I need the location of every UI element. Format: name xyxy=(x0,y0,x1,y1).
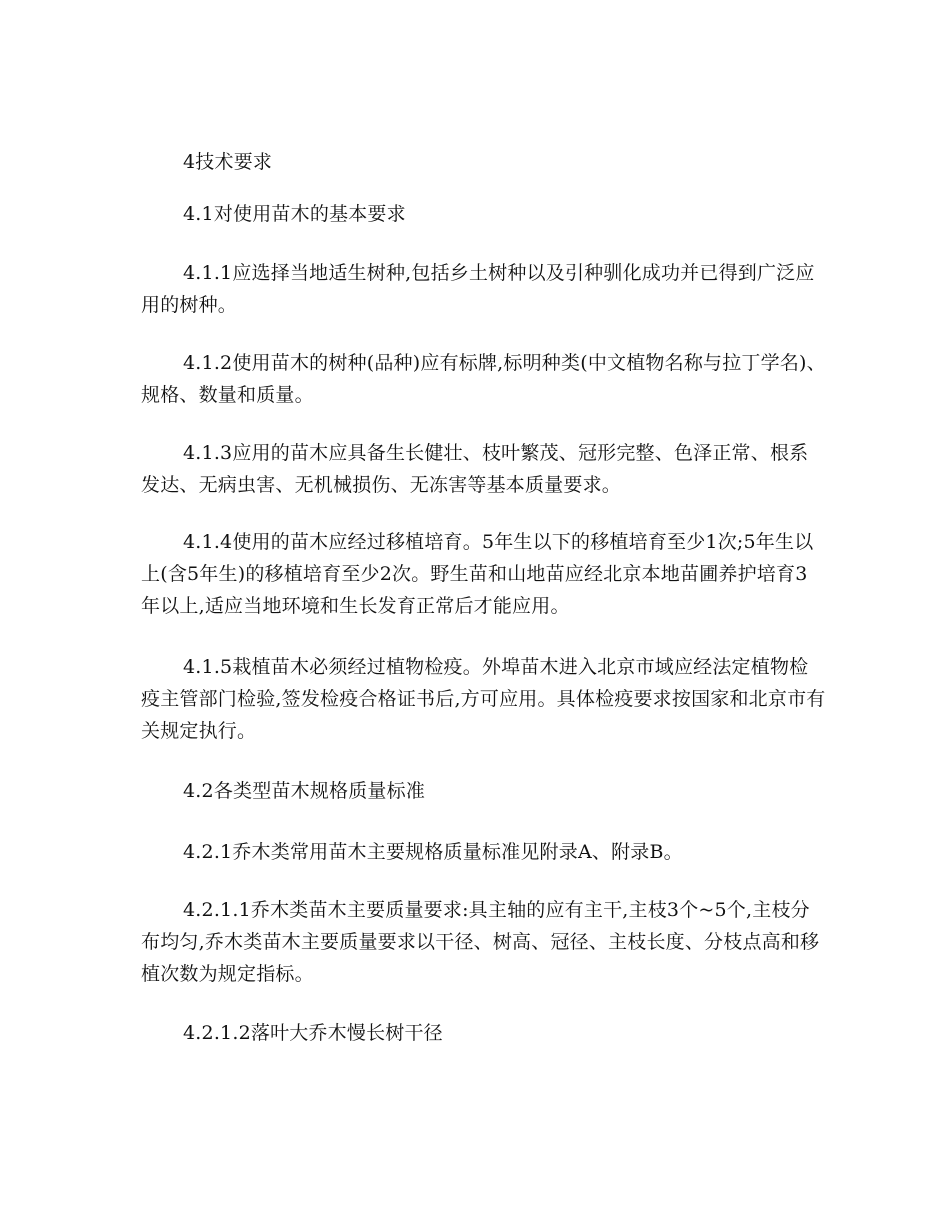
text-line: 4.2.1乔木类常用苗木主要规格质量标准见附录A、附录B。 xyxy=(183,841,683,863)
section-heading-4 xyxy=(141,146,811,178)
text-line: 疫主管部门检验,签发检疫合格证书后,方可应用。具体检疫要求按国家和北京市有 xyxy=(141,688,826,710)
section-heading-4-2 xyxy=(141,775,811,807)
text-line: 4.1.5栽植苗木必须经过植物检疫。外埠苗木进入北京市域应经法定植物检 xyxy=(183,656,809,678)
paragraph-4-2-1-2 xyxy=(141,1017,811,1049)
text-line: 4.1.4使用的苗木应经过移植培育。5年生以下的移植培育至少1次;5年生以 xyxy=(183,531,814,553)
text-line: 布均匀,乔木类苗木主要质量要求以干径、树高、冠径、主枝长度、分枝点高和移 xyxy=(141,931,820,953)
paragraph-4-1-1 xyxy=(141,257,815,321)
section-heading-4-1 xyxy=(141,198,811,230)
paragraph-4-1-5 xyxy=(141,651,826,747)
text-line: 用的树种。 xyxy=(141,294,238,316)
text-line: 发达、无病虫害、无机械损伤、无冻害等基本质量要求。 xyxy=(141,474,622,496)
text-line: 4.2.1.2落叶大乔木慢长树干径 xyxy=(183,1022,443,1044)
text-line: 规格、数量和质量。 xyxy=(141,384,314,406)
text-line: 4技术要求 xyxy=(183,151,273,173)
text-line: 4.1.3应用的苗木应具备生长健壮、枝叶繁茂、冠形完整、色泽正常、根系 xyxy=(183,442,809,464)
paragraph-4-1-4 xyxy=(141,526,814,622)
text-line: 4.2各类型苗木规格质量标准 xyxy=(183,780,426,802)
text-line: 植次数为规定指标。 xyxy=(141,963,314,985)
text-line: 关规定执行。 xyxy=(141,720,257,742)
paragraph-4-1-3 xyxy=(141,437,811,501)
text-line: 上(含5年生)的移植培育至少2次。野生苗和山地苗应经北京本地苗圃养护培育3 xyxy=(141,563,808,585)
text-line: 4.1对使用苗木的基本要求 xyxy=(183,203,406,225)
text-line: 年以上,适应当地环境和生长发育正常后才能应用。 xyxy=(141,595,570,617)
text-line: 4.1.1应选择当地适生树种,包括乡土树种以及引种驯化成功并已得到广泛应 xyxy=(183,262,815,284)
paragraph-4-2-1-1 xyxy=(141,894,820,990)
text-line: 4.2.1.1乔木类苗木主要质量要求:具主轴的应有主干,主枝3个~5个,主枝分 xyxy=(183,899,810,921)
text-line: 4.1.2使用苗木的树种(品种)应有标牌,标明种类(中文植物名称与拉丁学名)、 xyxy=(183,352,826,374)
paragraph-4-2-1 xyxy=(141,836,811,868)
paragraph-4-1-2 xyxy=(141,347,826,411)
